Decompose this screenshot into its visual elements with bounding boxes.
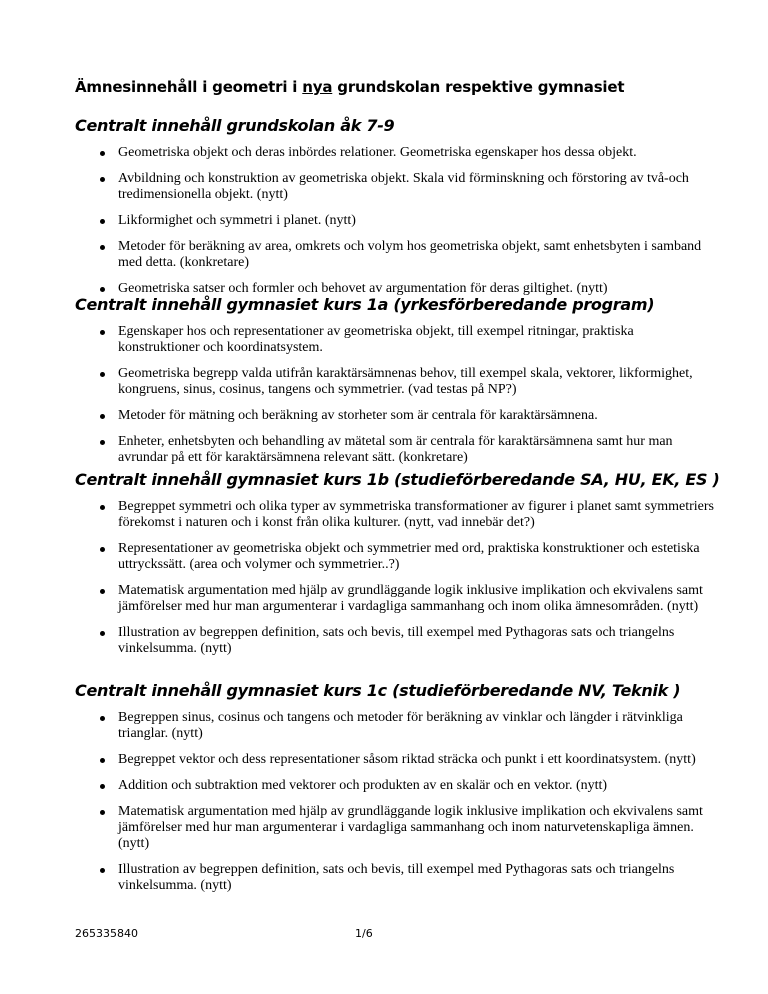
bullet-icon bbox=[100, 547, 105, 552]
list-item: Matematisk argumentation med hjälp av grundläggande logik inklusive implikation och ekvivalens samt jämförelser med hur man argumenterar i vardagliga sammanhang och inom naturvetenskapliga ämnen. (nytt) bbox=[75, 804, 715, 852]
bullet-list bbox=[75, 324, 715, 466]
section-heading: Centralt innehåll gymnasiet kurs 1c (studieförberedande NV, Teknik ) bbox=[75, 681, 681, 700]
bullet-icon bbox=[100, 631, 105, 636]
list-item: Geometriska satser och formler och behovet av argumentation för deras giltighet. (nytt) bbox=[75, 281, 715, 297]
list-item: Begreppen sinus, cosinus och tangens och metoder för beräkning av vinklar och längder i rätvinkliga trianglar. (nytt) bbox=[75, 710, 715, 742]
bullet-icon bbox=[100, 330, 105, 335]
bullet-icon bbox=[100, 177, 105, 182]
list-item: Likformighet och symmetri i planet. (nytt) bbox=[75, 213, 715, 229]
list-item: Avbildning och konstruktion av geometriska objekt. Skala vid förminskning och förstoring av två-och tredimensionella objekt. (nytt) bbox=[75, 171, 715, 203]
page-number: 1/6 bbox=[355, 927, 373, 940]
list-item: Illustration av begreppen definition, sats och bevis, till exempel med Pythagoras sats och triangelns vinkelsumma. (nytt) bbox=[75, 862, 715, 894]
title-part-1: Ämnesinnehåll i geometri i bbox=[75, 78, 303, 96]
section-kurs-1b bbox=[75, 469, 720, 667]
bullet-icon bbox=[100, 868, 105, 873]
bullet-icon bbox=[100, 716, 105, 721]
section-grundskolan bbox=[75, 115, 715, 307]
bullet-list bbox=[75, 499, 715, 657]
bullet-icon bbox=[100, 372, 105, 377]
bullet-list bbox=[75, 710, 715, 894]
list-item: Metoder för mätning och beräkning av storheter som är centrala för karaktärsämnena. bbox=[75, 408, 715, 424]
bullet-icon bbox=[100, 245, 105, 250]
list-item: Matematisk argumentation med hjälp av grundläggande logik inklusive implikation och ekvivalens samt jämförelser med hur man argumenterar i vardagliga sammanhang och inom olika ämnesområden. (nytt) bbox=[75, 583, 715, 615]
section-kurs-1c bbox=[75, 680, 715, 904]
section-heading: Centralt innehåll grundskolan åk 7-9 bbox=[75, 116, 395, 135]
section-kurs-1a bbox=[75, 294, 715, 476]
bullet-icon bbox=[100, 810, 105, 815]
bullet-icon bbox=[100, 784, 105, 789]
list-item: Begreppet vektor och dess representationer såsom riktad sträcka och punkt i ett koordinatsystem. (nytt) bbox=[75, 752, 715, 768]
section-heading: Centralt innehåll gymnasiet kurs 1a (yrkesförberedande program) bbox=[75, 295, 655, 314]
bullet-icon bbox=[100, 505, 105, 510]
list-item: Illustration av begreppen definition, sats och bevis, till exempel med Pythagoras sats och triangelns vinkelsumma. (nytt) bbox=[75, 625, 715, 657]
bullet-icon bbox=[100, 151, 105, 156]
bullet-icon bbox=[100, 219, 105, 224]
list-item: Metoder för beräkning av area, omkrets och volym hos geometriska objekt, samt enhetsbyten i samband med detta. (konkretare) bbox=[75, 239, 715, 271]
list-item: Addition och subtraktion med vektorer och produkten av en skalär och en vektor. (nytt) bbox=[75, 778, 715, 794]
bullet-list bbox=[75, 145, 715, 297]
list-item: Geometriska objekt och deras inbördes relationer. Geometriska egenskaper hos dessa objekt. bbox=[75, 145, 715, 161]
document-id: 265335840 bbox=[75, 927, 138, 940]
bullet-icon bbox=[100, 287, 105, 292]
title-underlined-word: nya bbox=[302, 78, 333, 96]
bullet-icon bbox=[100, 589, 105, 594]
page-title bbox=[75, 78, 624, 96]
section-heading: Centralt innehåll gymnasiet kurs 1b (studieförberedande SA, HU, EK, ES ) bbox=[75, 470, 720, 489]
list-item: Geometriska begrepp valda utifrån karaktärsämnenas behov, till exempel skala, vektorer, likformighet, kongruens, sinus, cosinus, tangens och symmetrier. (vad testas på NP?) bbox=[75, 366, 715, 398]
list-item: Enheter, enhetsbyten och behandling av mätetal som är centrala för karaktärsämnena samt hur man avrundar på ett för karaktärsämnena relevant sätt. (konkretare) bbox=[75, 434, 715, 466]
bullet-icon bbox=[100, 414, 105, 419]
list-item: Representationer av geometriska objekt och symmetrier med ord, praktiska konstruktioner och estetiska uttryckssätt. (area och volymer och symmetrier..?) bbox=[75, 541, 715, 573]
bullet-icon bbox=[100, 758, 105, 763]
title-part-2: grundskolan respektive gymnasiet bbox=[332, 78, 625, 96]
list-item: Egenskaper hos och representationer av geometriska objekt, till exempel ritningar, praktiska konstruktioner och koordinatsystem. bbox=[75, 324, 715, 356]
list-item: Begreppet symmetri och olika typer av symmetriska transformationer av figurer i planet samt symmetriers förekomst i naturen och i konst från olika kulturer. (nytt, vad innebär det?) bbox=[75, 499, 715, 531]
bullet-icon bbox=[100, 440, 105, 445]
